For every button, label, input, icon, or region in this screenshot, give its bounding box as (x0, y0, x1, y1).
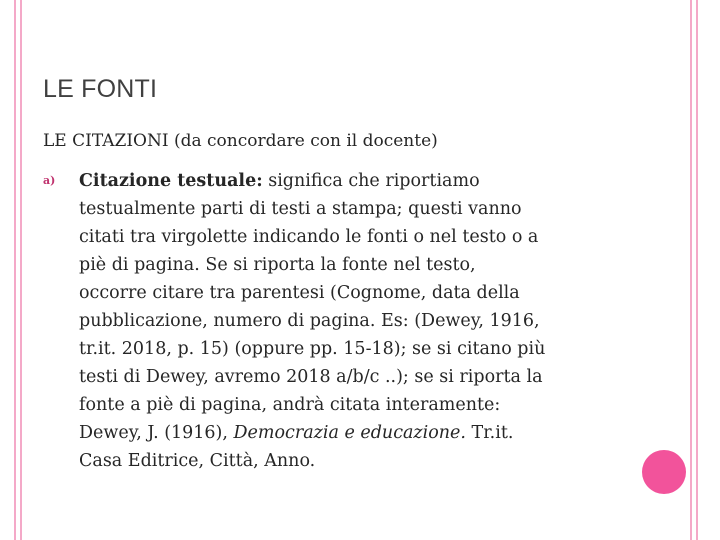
item-line: fonte a piè di pagina, andrà citata interamente: (79, 395, 501, 415)
frame-line-right-outer (696, 0, 698, 540)
frame-line-left-inner (20, 0, 22, 540)
item-line-1 (79, 167, 631, 195)
item-lead: Citazione testuale: (79, 171, 263, 191)
item-line-1-rest: significa che riportiamo (262, 171, 480, 191)
item-line: testualmente parti di testi a stampa; questi vanno (79, 199, 522, 219)
decorative-circle (642, 450, 686, 494)
reference-author: Dewey, J. (1916), (79, 423, 234, 443)
item-line: testi di Dewey, avremo 2018 a/b/c ..); se si riporta la (79, 367, 543, 387)
list-marker: a) (43, 174, 56, 187)
item-body (79, 167, 631, 475)
reference-translation: Tr.it. (465, 423, 514, 443)
item-line: citati tra virgolette indicando le fonti o nel testo o a (79, 227, 539, 247)
frame-line-right-inner (690, 0, 692, 540)
item-line: piè di pagina. Se si riporta la fonte nel testo, (79, 255, 476, 275)
reference-line (79, 419, 631, 447)
frame-line-left-outer (14, 0, 16, 540)
item-line: occorre citare tra parentesi (Cognome, data della (79, 283, 520, 303)
reference-publisher: Casa Editrice, Città, Anno. (79, 451, 316, 471)
slide-title: LE FONTI (43, 75, 158, 103)
slide-subtitle: LE CITAZIONI (da concordare con il docente) (43, 131, 438, 151)
reference-title: Democrazia e educazione. (233, 423, 466, 443)
item-line: tr.it. 2018, p. 15) (oppure pp. 15-18); se si citano più (79, 339, 546, 359)
item-line: pubblicazione, numero di pagina. Es: (Dewey, 1916, (79, 311, 540, 331)
